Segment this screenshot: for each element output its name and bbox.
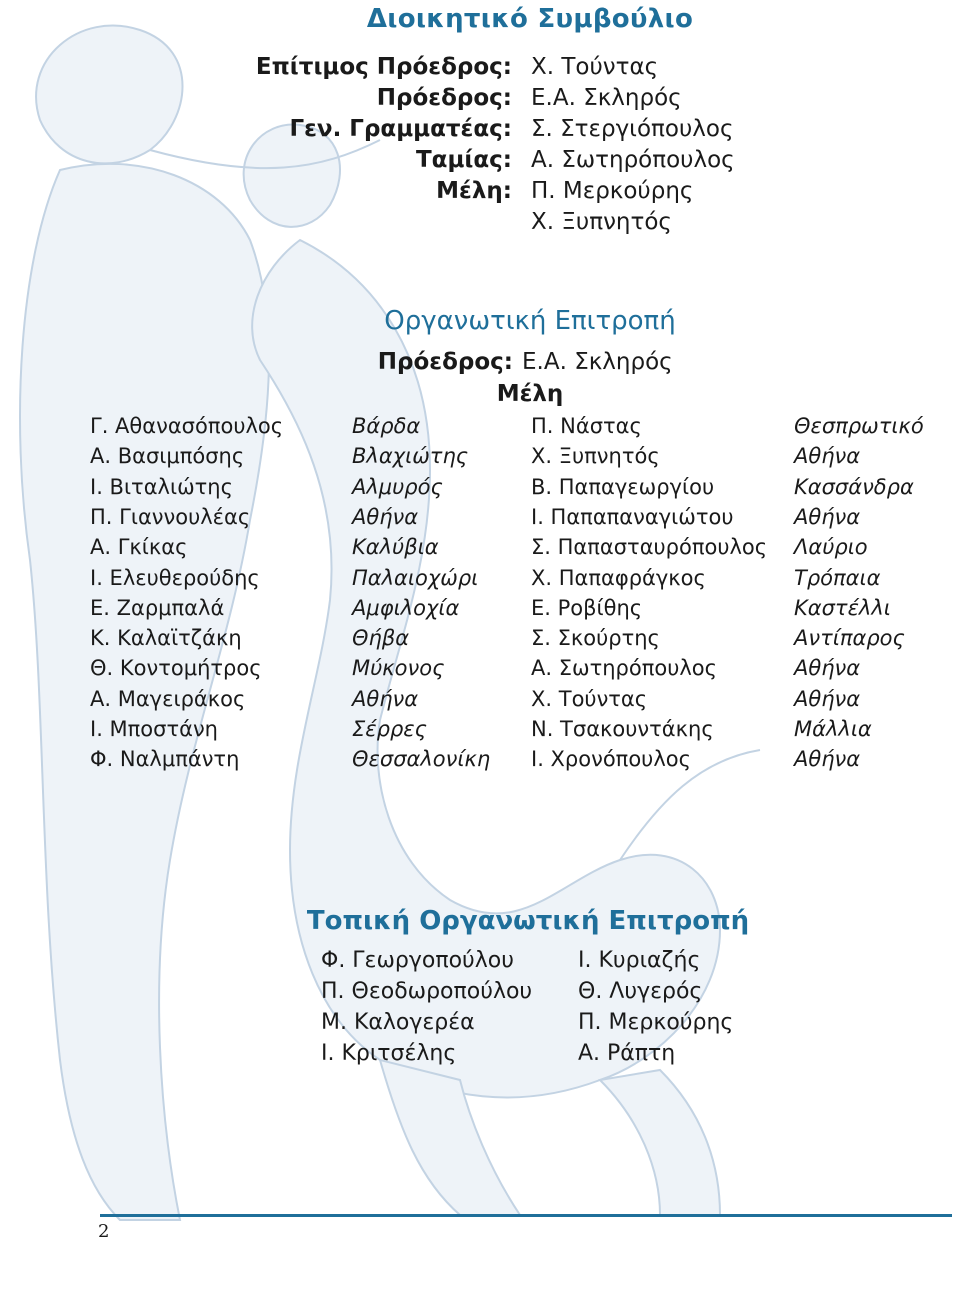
member-row	[0, 626, 960, 656]
member-place: Αθήνα	[352, 504, 419, 529]
board-row	[0, 54, 960, 85]
board-role: Ταμίας:	[415, 147, 512, 173]
board-name: Χ. Ξυπνητός	[531, 209, 672, 235]
member-name: Α. Μαγειράκος	[90, 686, 246, 711]
member-place: Μάλλια	[794, 717, 872, 741]
local-row	[0, 1010, 960, 1041]
member-place: Αντίπαρος	[794, 626, 905, 651]
member-name: Ν. Τσακουντάκης	[531, 717, 714, 741]
member-row	[0, 414, 960, 444]
board-role: Πρόεδρος:	[376, 85, 512, 111]
member-row	[0, 596, 960, 626]
member-row	[0, 444, 960, 474]
local-member-name: Π. Μερκούρης	[578, 1010, 734, 1035]
member-place: Κασσάνδρα	[794, 474, 914, 499]
board-row	[0, 209, 960, 240]
board-row	[0, 116, 960, 147]
member-place: Αλμυρός	[352, 474, 443, 499]
board-title: Διοικητικό Συμβούλιο	[366, 4, 694, 34]
local-member-name: Θ. Λυγερός	[578, 979, 703, 1004]
local-row	[0, 948, 960, 979]
member-name: Α. Βασιμπόσης	[90, 444, 245, 469]
local-member-name: Ι. Κριτσέλης	[321, 1041, 457, 1066]
member-name: Κ. Καλαϊτζάκη	[90, 626, 242, 651]
local-member-name: Π. Θεοδωροπούλου	[321, 979, 533, 1004]
member-name: Π. Νάστας	[531, 414, 642, 438]
board-role: Επίτιμος Πρόεδρος:	[255, 54, 512, 80]
organizing-president-role: Πρόεδρος:	[377, 349, 513, 375]
member-name: Χ. Τούντας	[531, 686, 648, 711]
member-name: Ε. Ροβίθης	[531, 595, 643, 620]
member-place: Αθήνα	[794, 444, 861, 469]
member-row	[0, 656, 960, 686]
member-row	[0, 505, 960, 535]
member-place: Αθήνα	[794, 747, 861, 772]
member-place: Καλύβια	[352, 535, 439, 560]
board-name: Α. Σωτηρόπουλος	[531, 147, 735, 173]
member-row	[0, 717, 960, 747]
member-name: Α. Γκίκας	[90, 535, 188, 560]
local-row	[0, 1041, 960, 1072]
board-name: Σ. Στεργιόπουλος	[531, 116, 734, 142]
member-row	[0, 535, 960, 565]
member-place: Θήβα	[352, 626, 410, 651]
member-row	[0, 687, 960, 717]
member-name: Σ. Παπασταυρόπουλος	[531, 535, 768, 560]
board-name: Π. Μερκούρης	[531, 178, 694, 204]
member-name: Ι. Βιταλιώτης	[90, 474, 233, 499]
member-name: Π. Γιαννουλέας	[90, 504, 251, 529]
local-member-name: Φ. Γεωργοπούλου	[321, 948, 514, 973]
local-member-name: Ι. Κυριαζής	[578, 948, 701, 973]
member-row	[0, 566, 960, 596]
member-name: Α. Σωτηρόπουλος	[531, 656, 717, 681]
member-place: Καστέλλι	[794, 595, 891, 620]
organizing-title: Οργανωτική Επιτροπή	[384, 306, 676, 336]
member-name: Σ. Σκούρτης	[531, 626, 660, 651]
board-name: Ε.Α. Σκληρός	[531, 85, 682, 111]
member-place: Σέρρες	[352, 717, 427, 741]
member-name: Ι. Ελευθερούδης	[90, 565, 260, 590]
member-place: Βλαχιώτης	[352, 444, 469, 469]
member-name: Β. Παπαγεωργίου	[531, 474, 715, 499]
member-place: Αμφιλοχία	[352, 595, 460, 620]
member-place: Τρόπαια	[794, 565, 881, 590]
board-name: Χ. Τούντας	[531, 54, 659, 80]
member-place: Αθήνα	[794, 504, 861, 529]
page-number: 2	[98, 1221, 110, 1242]
member-place: Αθήνα	[352, 686, 419, 711]
member-name: Χ. Παπαφράγκος	[531, 565, 706, 590]
board-row	[0, 85, 960, 116]
member-place: Παλαιοχώρι	[352, 565, 479, 590]
member-place: Αθήνα	[794, 656, 861, 681]
member-place: Θεσπρωτικό	[794, 414, 924, 438]
member-place: Αθήνα	[794, 686, 861, 711]
member-place: Θεσσαλονίκη	[352, 747, 491, 772]
members-heading: Μέλη	[496, 381, 564, 407]
board-row	[0, 147, 960, 178]
member-name: Γ. Αθανασόπουλος	[90, 414, 284, 438]
member-place: Μύκονος	[352, 656, 445, 681]
member-row	[0, 475, 960, 505]
member-name: Θ. Κοντομήτρος	[90, 656, 262, 681]
member-name: Φ. Ναλμπάντη	[90, 747, 240, 772]
member-name: Ι. Χρονόπουλος	[531, 747, 691, 772]
member-place: Βάρδα	[352, 414, 421, 438]
member-row	[0, 747, 960, 777]
member-place: Λαύριο	[794, 535, 868, 560]
local-committee-title: Τοπική Οργανωτική Επιτροπή	[306, 906, 750, 936]
member-name: Ι. Παπαπαναγιώτου	[531, 504, 734, 529]
member-name: Χ. Ξυπνητός	[531, 444, 660, 469]
organizing-president-name: Ε.Α. Σκληρός	[522, 349, 673, 375]
local-member-name: Μ. Καλογερέα	[321, 1010, 475, 1035]
board-row	[0, 178, 960, 209]
member-name: Ι. Μποστάνη	[90, 717, 218, 741]
board-role: Μέλη:	[436, 178, 512, 204]
footer-rule	[100, 1214, 952, 1217]
board-role: Γεν. Γραμματέας:	[289, 116, 512, 142]
local-member-name: Α. Ράπτη	[578, 1041, 676, 1066]
member-name: Ε. Ζαρμπαλά	[90, 595, 225, 620]
local-row	[0, 979, 960, 1010]
